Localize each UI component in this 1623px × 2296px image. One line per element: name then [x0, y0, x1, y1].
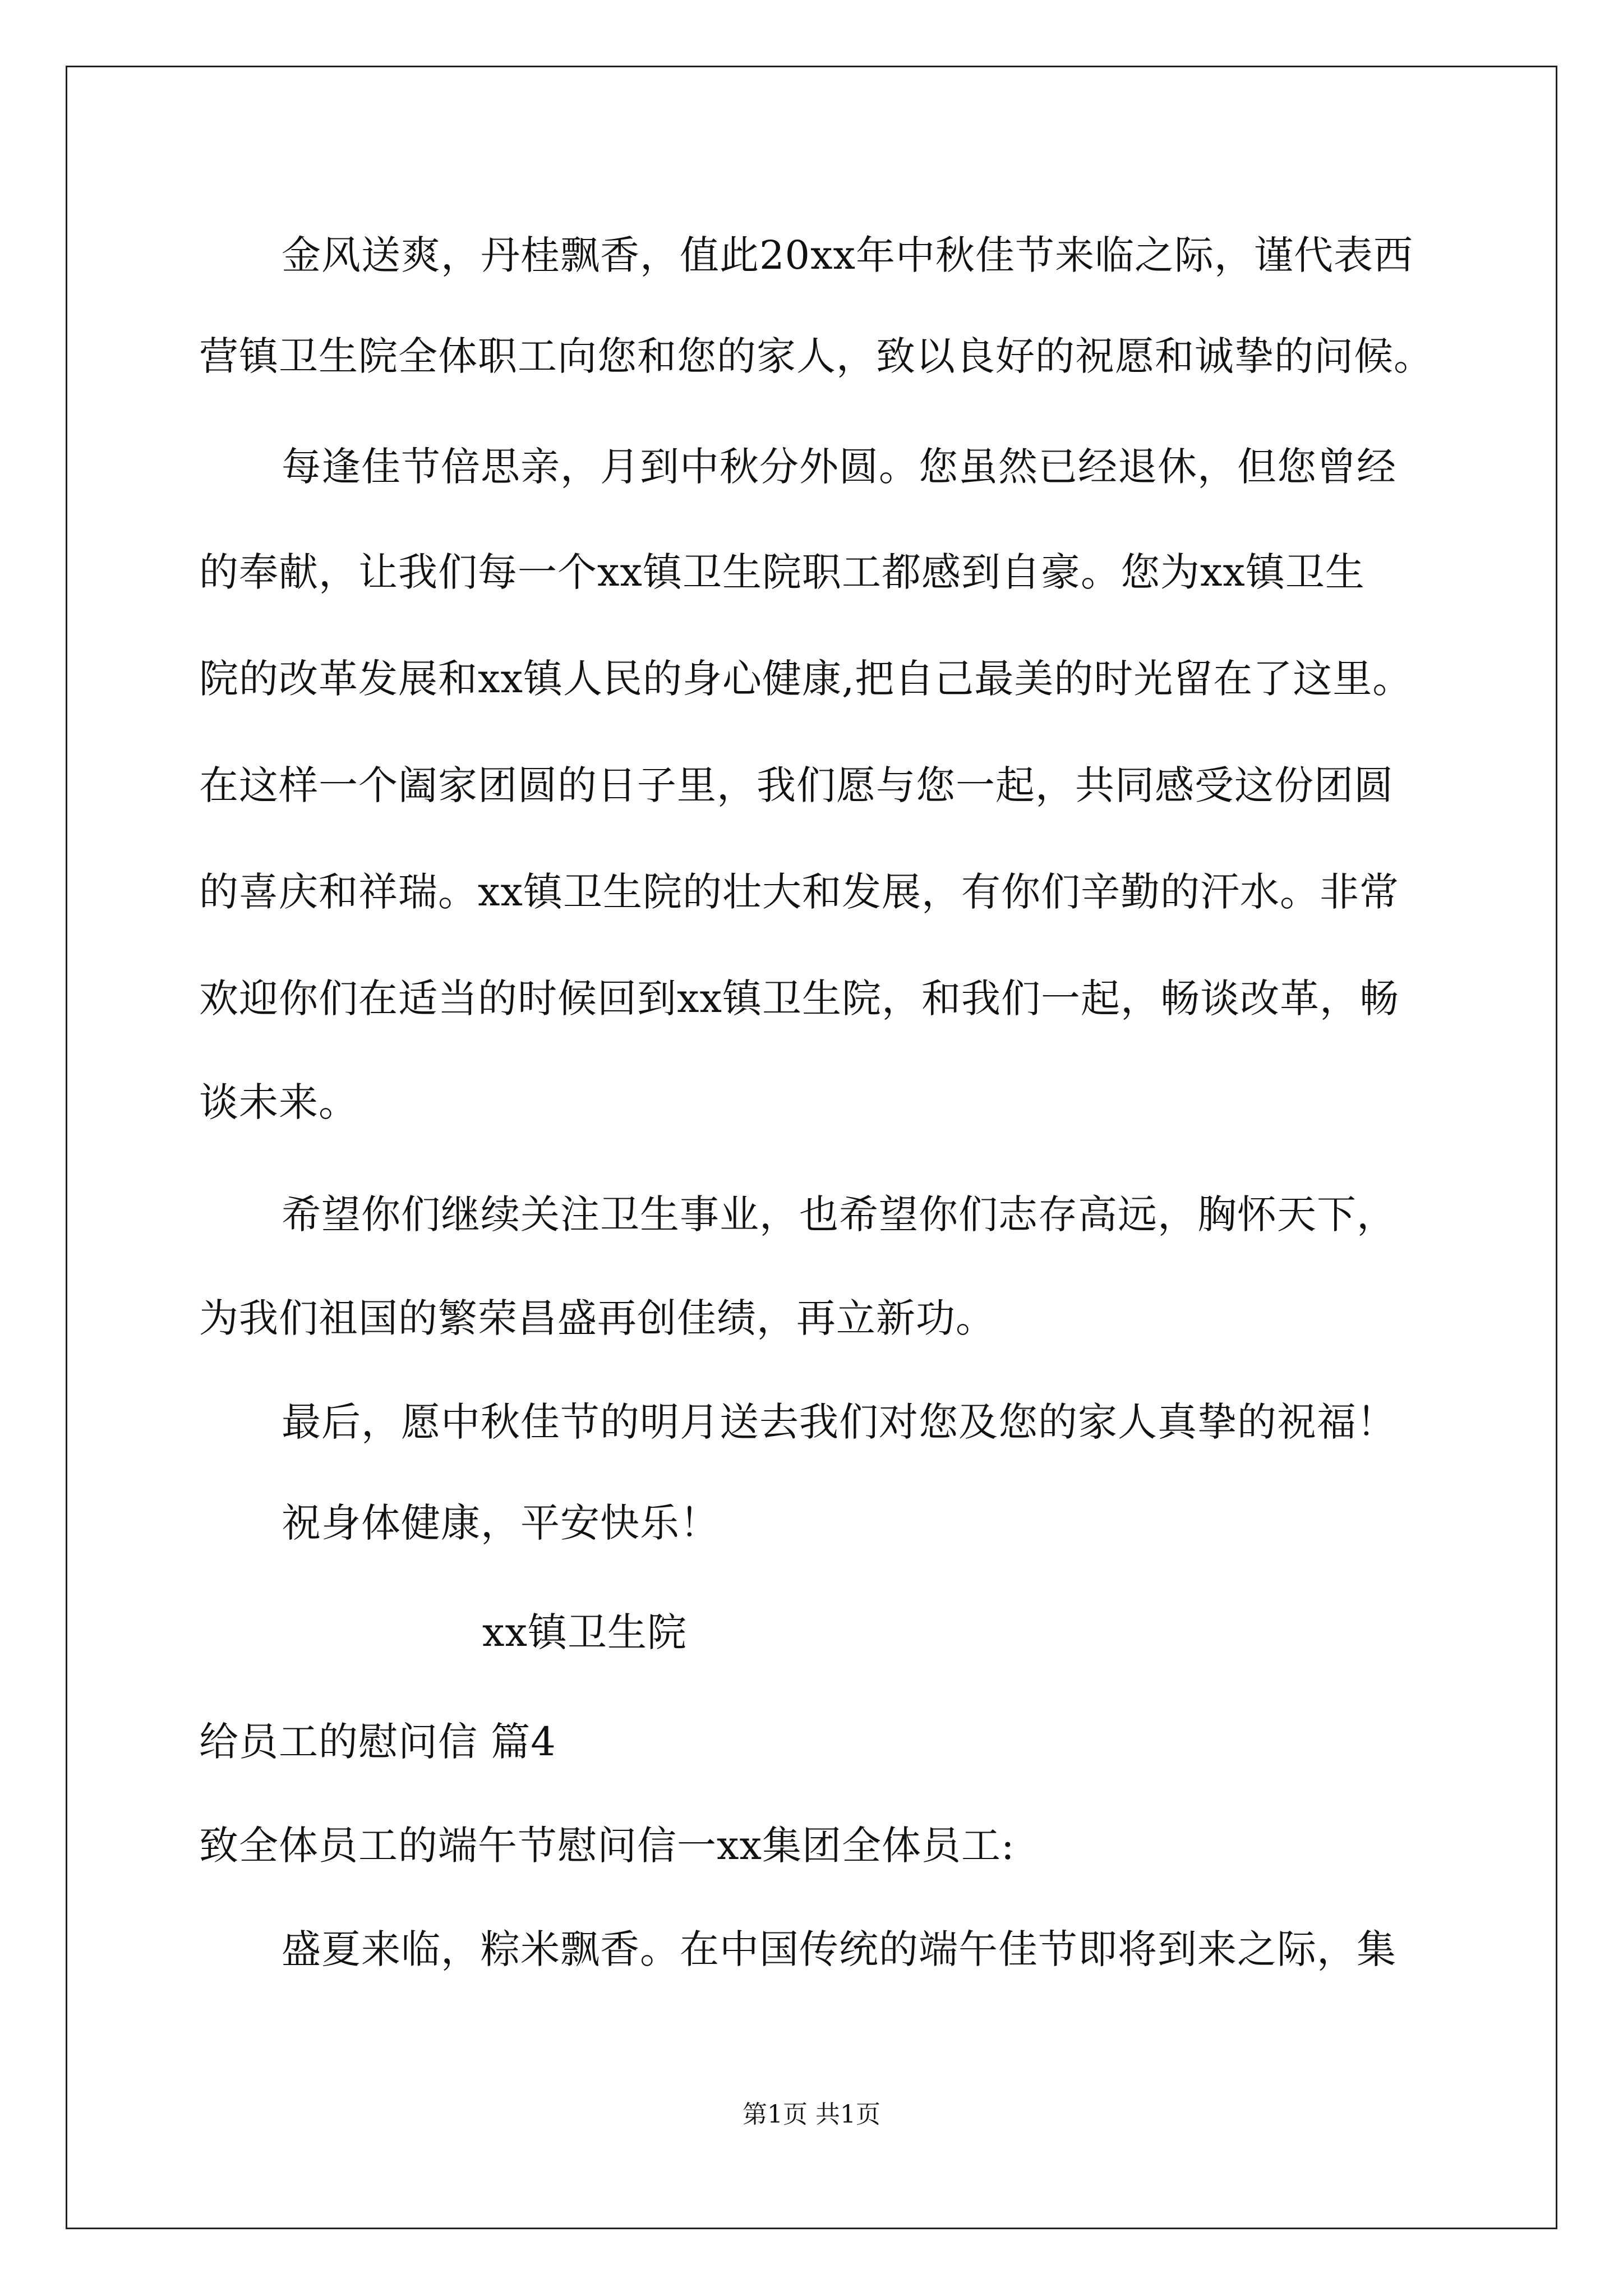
paragraph-3-line-2: 为我们祖国的繁荣昌盛再创佳绩，再立新功。 [199, 1295, 995, 1341]
letter-salutation: 致全体员工的端午节慰问信一xx集团全体员工: [199, 1823, 1015, 1869]
paragraph-2-line-6: 欢迎你们在适当的时候回到xx镇卫生院，和我们一起，畅谈改革，畅 [199, 976, 1399, 1022]
page-border [66, 66, 1557, 2229]
closing-wish: 最后，愿中秋佳节的明月送去我们对您及您的家人真挚的祝福！ [282, 1399, 1396, 1445]
paragraph-2-line-2: 的奉献，让我们每一个xx镇卫生院职工都感到自豪。您为xx镇卫生 [199, 549, 1365, 595]
paragraph-2-line-1: 每逢佳节倍思亲，月到中秋分外圆。您虽然已经退休，但您曾经 [282, 444, 1396, 490]
paragraph-1-line-2: 营镇卫生院全体职工向您和您的家人，致以良好的祝愿和诚挚的问候。 [199, 333, 1433, 379]
paragraph-2-line-3: 院的改革发展和xx镇人民的身心健康,把自己最美的时光留在了这里。 [199, 656, 1413, 702]
letter-body-line-1: 盛夏来临，粽米飘香。在中国传统的端午佳节即将到来之际，集 [282, 1926, 1396, 1972]
signature: xx镇卫生院 [482, 1609, 687, 1655]
page-number: 第1页 共1页 [743, 2100, 880, 2129]
paragraph-2-line-4: 在这样一个阖家团圆的日子里，我们愿与您一起，共同感受这份团圆 [199, 762, 1394, 808]
paragraph-2-line-7: 谈未来。 [199, 1079, 358, 1125]
paragraph-3-line-1: 希望你们继续关注卫生事业，也希望你们志存高远，胸怀天下， [282, 1191, 1396, 1237]
closing-greeting: 祝身体健康，平安快乐！ [282, 1500, 720, 1546]
section-heading: 给员工的慰问信 篇4 [199, 1719, 556, 1765]
paragraph-1-line-1: 金风送爽，丹桂飘香，值此20xx年中秋佳节来临之际，谨代表西 [282, 232, 1414, 278]
paragraph-2-line-5: 的喜庆和祥瑞。xx镇卫生院的壮大和发展，有你们辛勤的汗水。非常 [199, 869, 1399, 915]
